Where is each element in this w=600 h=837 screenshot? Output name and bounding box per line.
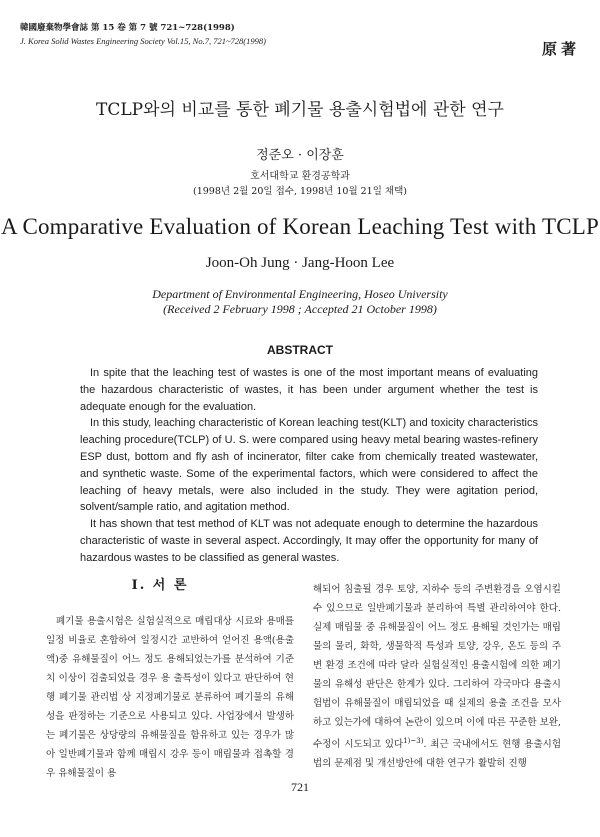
abstract-paragraph-2: In this study, leaching characteristic of Korean leaching test(KLT) and toxicity characteristics leaching procedure(TCLP) of U. S. were compared using heavy metal bearing wastes-refinery ESP dust, bottom and fly ash of incinerator, filter cake from chemically treated wastewater, and synthetic waste. Some of the experimental factors, which were considered to affect the leaching of heavy metals, were also included in the study. They were agitation period, solvent/sample ratio, and agitation method. (80, 417, 538, 514)
body-paragraph-right (313, 580, 561, 773)
affiliation-english: Department of Environmental Engineering, Hoseo University (152, 287, 448, 301)
journal-name-english: J. Korea Solid Wastes Engineering Society Vol.15, No.7, 721~728(1998) (20, 36, 266, 46)
affiliation-korean: 호서대학교 환경공학과 (250, 171, 350, 182)
abstract-paragraph-3: It has shown that test method of KLT was not adequate enough to determine the hazardous characteristic of waste in several aspect. Accordingly, It may offer the opportunity for many of hazardous wastes to be classified as general wastes. (80, 518, 538, 564)
authors-korean: 정준오 · 이장훈 (256, 148, 344, 163)
body-paragraph-left: 폐기물 용출시험은 실험실적으로 매립대상 시료와 용매를 일정 비율로 혼합하여 일정시간 교반하여 얻어진 용액(용출액)중 유해물질이 어느 정도 용해되었는가를 분석하여 기준치 이상이 검출되었을 경우 용 출특성이 있다고 판단하여 현행 폐기물 관리법 상 지정폐기물로 분류하여 폐기물의 유해성을 판정하는 기준으로 사용되고 있다. 사업장에서 발생하는 폐기물은 상당량의 유해물질을 함유하고 있는 경우가 많아 일반폐기물과 함께 매립시 강우 등이 매립물과 접촉할 경우 유해물질이 용 (46, 616, 294, 779)
title-english: A Comparative Evaluation of Korean Leaching Test with TCLP (0, 214, 600, 239)
abstract-body (80, 365, 538, 567)
body-column-left (46, 612, 294, 783)
citation-superscript: 1)~3) (403, 737, 424, 745)
journal-name-korean: 韓國廢棄物學會誌 第 15 卷 第 7 號 721~728(1998) (20, 23, 235, 33)
body-text-right-b: . 최근 국내에서도 현행 용출시험법의 문제점 및 개선방안에 대한 연구가 활발히 진행 (313, 739, 561, 770)
abstract-heading: ABSTRACT (267, 343, 333, 357)
title-korean: TCLP와의 비교를 통한 폐기물 용출시험법에 관한 연구 (96, 100, 504, 120)
received-date-english: (Received 2 February 1998 ; Accepted 21 October 1998) (163, 302, 437, 316)
body-text-right-a: 해되어 침출될 경우 토양, 지하수 등의 주변환경을 오염시킬 수 있으므로 일반폐기물과 분리하여 특별 관리하여야 한다. 실제 매립물 중 유해물질이 어느 정도 용해될 것인가는 매립물의 물리, 화학, 생물학적 특성과 토양, 강우, 온도 등의 주변 환경 조건에 따라 달라 실험실적인 용출시험에 의한 폐기물의 유해성 판단은 한계가 있다. 그리하여 각국마다 용출시험법이 유해물질이 매립되었을 때 실제의 용출 조건을 모사하고 있는가에 대하여 논란이 있으며 이에 따른 꾸준한 보완, 수정이 시도되고 있다 (313, 584, 561, 751)
article-type-badge: 原著 (541, 40, 580, 58)
page-number: 721 (291, 780, 309, 794)
body-column-right (313, 580, 561, 773)
journal-header (20, 22, 266, 48)
authors-english: Joon-Oh Jung · Jang-Hoon Lee (205, 255, 395, 271)
affiliation-english-block (0, 287, 600, 317)
abstract-paragraph-1: In spite that the leaching test of wastes is one of the most important means of evaluating the hazardous characteristic of wastes, it has been under argument whether the test is adequate enough for the evaluation. (80, 367, 538, 413)
section-heading-introduction: Ⅰ. 서 론 (131, 578, 189, 593)
received-date-korean: (1998년 2월 20일 접수, 1998년 10월 21일 채택) (192, 186, 407, 197)
